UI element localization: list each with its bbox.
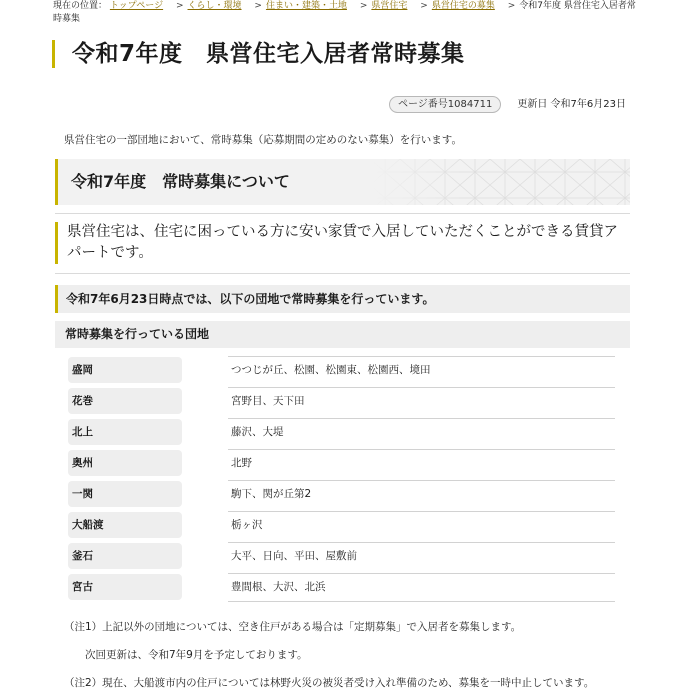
sites-cell: 北野 — [228, 449, 615, 480]
sites-cell: 藤沢、大堤 — [228, 418, 615, 449]
table-row — [68, 511, 615, 542]
area-cell: 釜石 — [68, 543, 182, 569]
sites-cell: 豊間根、大沢、北浜 — [228, 573, 615, 602]
page-number-badge: ページ番号1084711 — [389, 96, 501, 113]
area-cell: 花巻 — [68, 388, 182, 414]
breadcrumb-link-life[interactable]: くらし・環境 — [187, 1, 242, 11]
updated-date: 更新日 令和7年6月23日 — [517, 98, 626, 110]
area-cell: 奥州 — [68, 450, 182, 476]
breadcrumb-separator: > — [507, 1, 516, 11]
breadcrumb-link-top[interactable] — [110, 1, 163, 11]
note-2: （注2）現在、大船渡市内の住戸については林野火災の被災者受け入れ準備のため、募集を一時中止しています。 — [64, 677, 595, 689]
lead-divider — [55, 273, 630, 274]
table-row — [68, 542, 615, 573]
table-row — [68, 356, 615, 387]
sites-cell: 宮野目、天下田 — [228, 387, 615, 418]
breadcrumb-separator: > — [254, 1, 262, 11]
breadcrumb-prefix: 現在の位置： — [53, 1, 108, 11]
sites-cell: 栃ヶ沢 — [228, 511, 615, 542]
area-cell: 大船渡 — [68, 512, 182, 538]
sites-cell: 駒下、関が丘第2 — [228, 480, 615, 511]
table-row — [68, 387, 615, 418]
estates-subheading: 常時募集を行っている団地 — [55, 321, 630, 348]
breadcrumb-separator: > — [175, 1, 184, 11]
asanoha-pattern-icon — [370, 159, 630, 205]
breadcrumb-separator: > — [359, 1, 368, 11]
page-title: 令和7年度 県営住宅入居者常時募集 — [52, 40, 465, 68]
sites-cell: 大平、日向、平田、屋敷前 — [228, 542, 615, 573]
table-row — [68, 480, 615, 511]
breadcrumb-current: 令和7年度 県営住宅入居者常時募集 — [53, 1, 636, 24]
table-row — [68, 449, 615, 480]
section-heading — [55, 159, 630, 205]
intro-text: 県営住宅の一部団地において、常時募集（応募期間の定めのない募集）を行います。 — [64, 134, 462, 146]
breadcrumb-link-prefectural-housing[interactable]: 県営住宅 — [371, 1, 408, 11]
breadcrumb-separator: > — [420, 1, 428, 11]
table-row — [68, 573, 615, 604]
sites-cell: つつじが丘、松園、松園東、松園西、境田 — [228, 356, 615, 387]
table-row — [68, 418, 615, 449]
note-1-sub: 次回更新は、令和7年9月を予定しております。 — [85, 649, 308, 661]
estates-table — [68, 356, 615, 604]
lead-text: 県営住宅は、住宅に困っている方に安い家賃で入居していただくことができる賃貸アパートです。 — [55, 222, 630, 264]
status-notice: 令和7年6月23日時点では、以下の団地で常時募集を行っています。 — [55, 285, 630, 313]
breadcrumb — [53, 0, 643, 26]
area-cell: 盛岡 — [68, 357, 182, 383]
area-cell: 宮古 — [68, 574, 182, 600]
section-divider — [55, 213, 630, 214]
note-1: （注1）上記以外の団地については、空き住戸がある場合は「定期募集」で入居者を募集します。 — [64, 621, 522, 633]
breadcrumb-link-recruitment[interactable]: 県営住宅の募集 — [431, 1, 495, 11]
area-cell: 北上 — [68, 419, 182, 445]
page-meta — [389, 96, 626, 113]
breadcrumb-link-label[interactable]: トップページ — [109, 1, 164, 11]
area-cell: 一関 — [68, 481, 182, 507]
breadcrumb-link-housing[interactable]: 住まい・建築・土地 — [265, 1, 347, 11]
section-heading-text: 令和7年度 常時募集について — [71, 172, 290, 191]
